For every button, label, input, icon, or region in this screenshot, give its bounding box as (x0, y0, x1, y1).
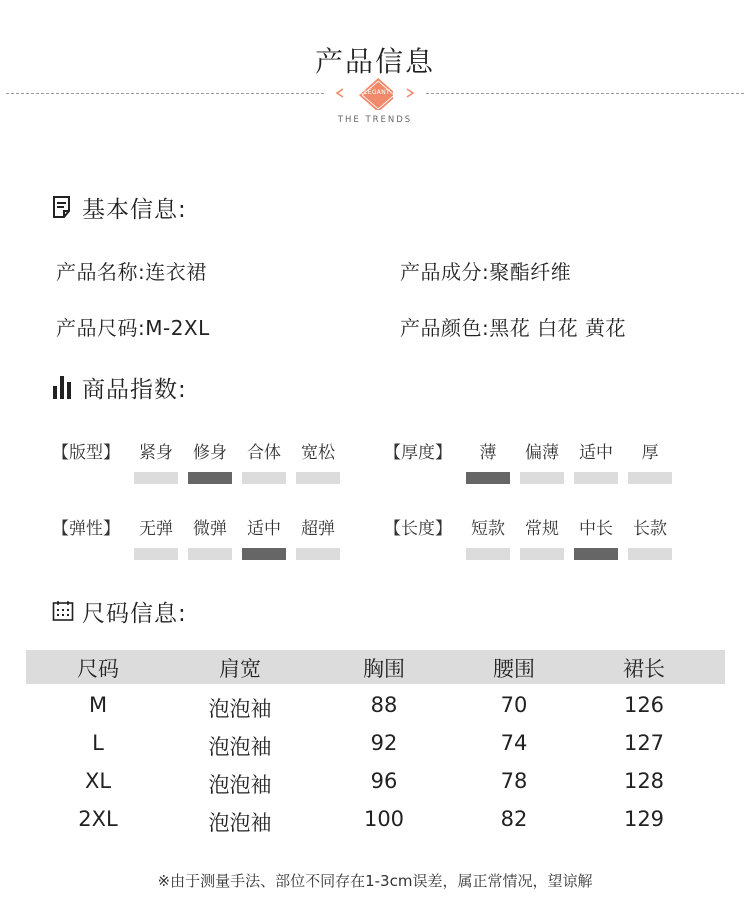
divider-right (426, 93, 744, 94)
table-cell: 82 (500, 807, 528, 831)
index-bar (242, 472, 286, 484)
index-bar (466, 548, 510, 560)
index-option: 合体 (247, 443, 281, 463)
table-cell: 泡泡袖 (208, 697, 272, 721)
size-title: 尺码信息: (82, 600, 187, 627)
index-bar (296, 472, 340, 484)
index-label: 【弹性】 (52, 519, 120, 539)
index-bar (134, 472, 178, 484)
column-header: 尺码 (77, 657, 119, 681)
arrow-right-icon (406, 88, 416, 98)
badge-text: ELEGANT (360, 89, 390, 96)
index-option: 微弹 (193, 519, 227, 539)
table-cell: 129 (623, 807, 665, 831)
table-cell: L (92, 731, 104, 755)
table-cell: 泡泡袖 (208, 811, 272, 835)
subtitle: THE TRENDS (337, 115, 413, 125)
product-size: 产品尺码:M-2XL (56, 316, 210, 340)
index-option: 长款 (633, 519, 667, 539)
table-cell: 74 (500, 731, 528, 755)
document-icon (52, 194, 76, 220)
index-bar (134, 548, 178, 560)
index-label: 【版型】 (52, 443, 120, 463)
size-heading (52, 596, 187, 626)
arrow-left-icon (334, 88, 344, 98)
index-label: 【长度】 (384, 519, 452, 539)
index-option: 中长 (579, 519, 613, 539)
index-title: 商品指数: (82, 376, 187, 403)
index-option: 修身 (193, 443, 227, 463)
index-option: 偏薄 (525, 443, 559, 463)
index-bar-selected (188, 472, 232, 484)
index-bar (574, 472, 618, 484)
index-bar-selected (574, 548, 618, 560)
bar-chart-icon (52, 374, 76, 400)
index-bar (520, 548, 564, 560)
table-cell: 100 (363, 807, 405, 831)
index-option: 适中 (579, 443, 613, 463)
basic-info-title: 基本信息: (82, 196, 187, 223)
index-bar (188, 548, 232, 560)
table-cell: 泡泡袖 (208, 773, 272, 797)
table-cell: 78 (500, 769, 528, 793)
index-bar (628, 472, 672, 484)
index-option: 紧身 (139, 443, 173, 463)
index-bar-selected (466, 472, 510, 484)
divider-left (6, 93, 324, 94)
index-option: 适中 (247, 519, 281, 539)
calendar-icon (52, 598, 76, 624)
table-cell: 92 (370, 731, 398, 755)
product-material: 产品成分:聚酯纤维 (400, 260, 572, 284)
table-cell: 88 (370, 693, 398, 717)
index-option: 超弹 (301, 519, 335, 539)
index-option: 宽松 (301, 443, 335, 463)
index-option: 常规 (525, 519, 559, 539)
column-header: 腰围 (493, 657, 535, 681)
table-cell: M (88, 693, 108, 717)
table-cell: 96 (370, 769, 398, 793)
index-bar-selected (242, 548, 286, 560)
product-name: 产品名称:连衣裙 (56, 260, 207, 284)
elegant-badge (348, 80, 402, 108)
basic-info-heading (52, 192, 187, 222)
table-cell: 127 (623, 731, 665, 755)
index-bar (628, 548, 672, 560)
measurement-note: ※由于测量手法、部位不同存在1-3cm误差，属正常情况，望谅解 (157, 872, 593, 890)
product-color: 产品颜色:黑花 白花 黄花 (400, 316, 626, 340)
column-header: 裙长 (623, 657, 665, 681)
index-bar (520, 472, 564, 484)
table-cell: 126 (623, 693, 665, 717)
column-header: 肩宽 (219, 657, 261, 681)
index-label: 【厚度】 (384, 443, 452, 463)
index-option: 厚 (641, 443, 659, 463)
index-heading (52, 372, 187, 402)
table-cell: 70 (500, 693, 528, 717)
index-bar (296, 548, 340, 560)
page-title: 产品信息 (314, 45, 435, 78)
table-cell: XL (84, 769, 112, 793)
table-cell: 128 (623, 769, 665, 793)
table-cell: 2XL (78, 807, 118, 831)
index-option: 薄 (479, 443, 497, 463)
index-option: 无弹 (139, 519, 173, 539)
column-header: 胸围 (363, 657, 405, 681)
table-cell: 泡泡袖 (208, 735, 272, 759)
index-option: 短款 (471, 519, 505, 539)
